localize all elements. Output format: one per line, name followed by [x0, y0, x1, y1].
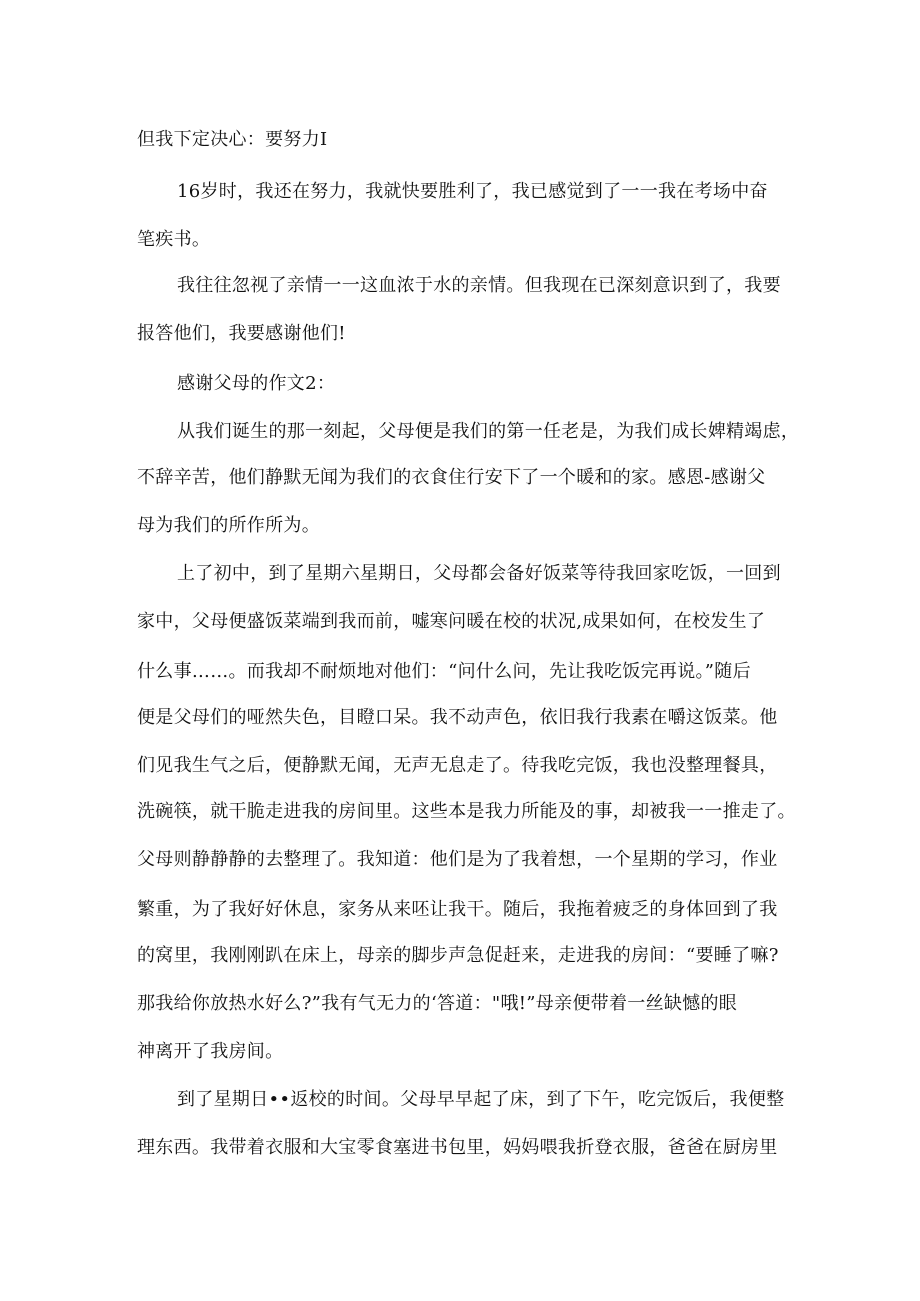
- text-line: 感谢父母的作文2：: [177, 373, 336, 394]
- text-line: 笔疾书。: [137, 229, 211, 250]
- text-line: 从我们诞生的那一刻起，父母便是我们的第一任老是，为我们成长婢精竭虑，: [177, 421, 800, 442]
- text-line: 理东西。我带着衣服和大宝零食塞进书包里，妈妈喂我折登衣服，爸爸在厨房里: [137, 1137, 778, 1158]
- text-line: 什么事……。而我却不耐烦地对他们：“问什么问，先让我吃饭完再说。”随后: [137, 661, 751, 682]
- text-line: 我往往忽视了亲情一一这血浓于水的亲情。但我现在已深刻意识到了，我要: [177, 275, 781, 296]
- text-line: 洗碗筷，就干脆走进我的房间里。这些本是我力所能及的事，却被我一一推走了。: [137, 801, 796, 822]
- text-line: 家中，父母便盛饭菜端到我而前，嘘寒问暖在校的状况,成果如何，在校发生了: [137, 611, 766, 632]
- text-line: 报答他们，我要感谢他们!: [137, 323, 346, 344]
- text-line: 的窝里，我刚刚趴在床上，母亲的脚步声急促赶来，走进我的房间：“要睡了嘛?: [137, 945, 779, 966]
- text-line: 母为我们的所作所为。: [137, 515, 320, 536]
- text-line: 便是父母们的哑然失色，目瞪口呆。我不动声色，依旧我行我素在嚼这饭菜。他: [137, 707, 778, 728]
- text-line: 父母则静静静的去整理了。我知道：他们是为了我着想，一个星期的学习，作业: [137, 849, 778, 870]
- text-line: 上了初中，到了星期六星期日，父母都会备好饭菜等待我回家吃饭，一回到: [177, 563, 781, 584]
- text-line: 们见我生气之后，便静默无闻，无声无息走了。待我吃完饭，我也没整理餐具，: [137, 755, 778, 776]
- text-line: 16岁时，我还在努力，我就快要胜利了，我已感觉到了一一我在考场中奋: [177, 181, 768, 202]
- text-line: 神离开了我房间。: [137, 1041, 284, 1062]
- text-line: 不辞辛苦，他们静默无闻为我们的衣食住行安下了一个暖和的家。感恩-感谢父: [137, 467, 766, 488]
- text-line: 但我下定决心：要努力I: [137, 129, 328, 150]
- text-line: 到了星期日••返校的时间。父母早早起了床，到了下午，吃完饭后，我便整: [177, 1089, 785, 1110]
- text-line: 繁重，为了我好好休息，家务从来呸让我干。随后，我拖着疲乏的身体回到了我: [137, 899, 778, 920]
- text-line: 那我给你放热水好么?”我有气无力的‘答道："哦!”母亲便带着一丝缺憾的眼: [137, 993, 738, 1014]
